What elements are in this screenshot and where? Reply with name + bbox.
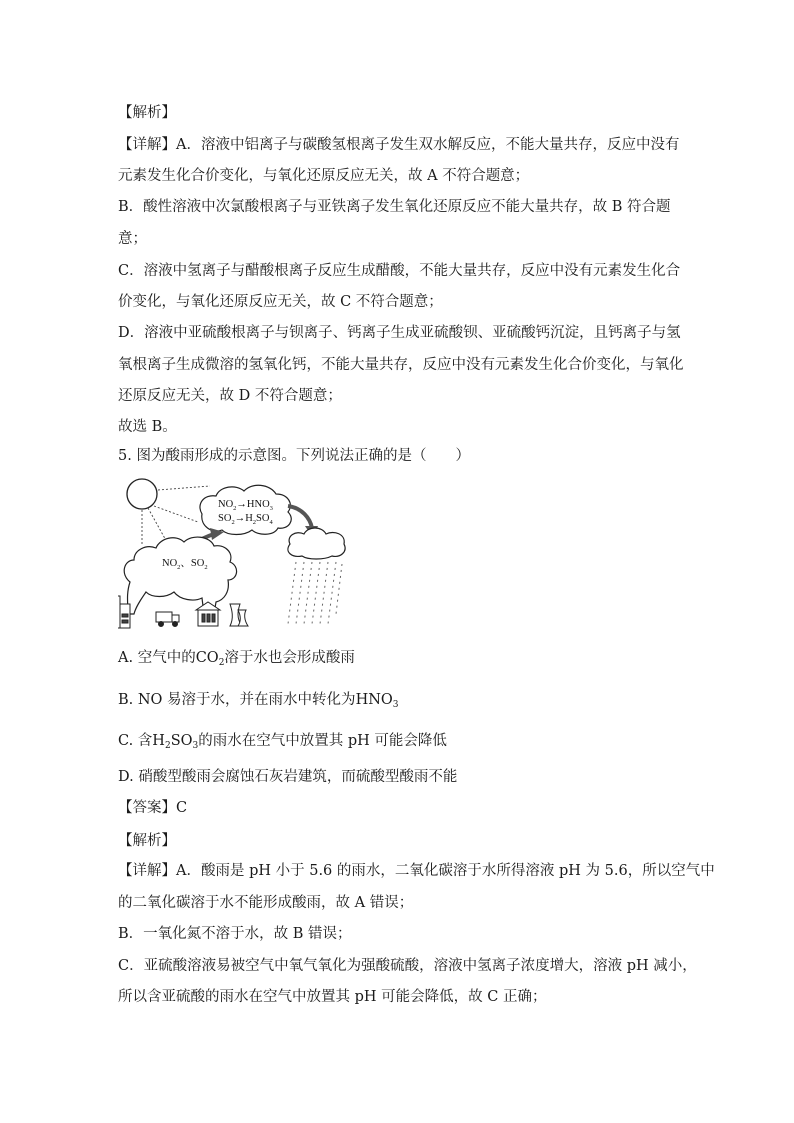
option-c: C. 含$H_2SO_3$的雨水在空气中放置其 pH 可能会降低	[118, 733, 447, 751]
explanation-heading: 【解析】	[118, 833, 176, 849]
sun-icon	[127, 479, 157, 509]
explanation-line: 元素发生化合价变化，与氧化还原反应无关，故 A 不符合题意；	[118, 168, 530, 184]
explanation-conclusion: 故选 B。	[118, 419, 177, 435]
upper-cloud-text-1: $NO_2\to HNO_3$	[218, 499, 273, 512]
explanation-line: 【详解】A．溶液中铝离子与碳酸氢根离子发生双水解反应，不能大量共存，反应中没有	[118, 137, 680, 153]
explanation-line: B．一氧化氮不溶于水，故 B 错误；	[118, 926, 352, 942]
truck-icon	[156, 612, 179, 627]
answer: 【答案】C	[118, 800, 188, 816]
upper-cloud-text-2: $SO_2\to H_2SO_4$	[218, 513, 273, 526]
acid-rain-diagram	[118, 474, 358, 634]
house-icon	[196, 602, 220, 626]
explanation-line: C．溶液中氢离子与醋酸根离子反应生成醋酸，不能大量共存，反应中没有元素发生化合	[118, 263, 681, 279]
explanation-line: 还原反应无关，故 D 不符合题意；	[118, 388, 342, 404]
question-stem: 5. 图为酸雨形成的示意图。下列说法正确的是（ ）	[118, 448, 470, 464]
smoke-cloud-text: $NO_2$、$SO_2$	[162, 558, 208, 571]
explanation-line: 意；	[118, 231, 147, 247]
smoke-cloud	[124, 537, 236, 618]
option-d: D. 硝酸型酸雨会腐蚀石灰岩建筑，而硫酸型酸雨不能	[118, 769, 458, 785]
explanation-line: D．溶液中亚硫酸根离子与钡离子、钙离子生成亚硫酸钡、亚硫酸钙沉淀，且钙离子与氢	[118, 325, 681, 341]
rain-cloud	[288, 528, 345, 559]
explanation-line: 价变化，与氧化还原反应无关，故 C 不符合题意；	[118, 294, 443, 310]
option-a: A. 空气中的$CO_2$溶于水也会形成酸雨	[118, 650, 355, 668]
explanation-line: 氧根离子生成微溶的氢氧化钙，不能大量共存，反应中没有元素发生化合价变化，与氧化	[118, 357, 684, 373]
option-b: B. NO 易溶于水，并在雨水中转化为$HNO_3$	[118, 692, 399, 710]
explanation-heading: 【解析】	[118, 105, 176, 121]
explanation-line: 的二氧化碳溶于水不能形成酸雨，故 A 错误；	[118, 895, 414, 911]
explanation-line: B．酸性溶液中次氯酸根离子与亚铁离子发生氧化还原反应不能大量共存，故 B 符合题	[118, 199, 671, 215]
rain-drops	[288, 562, 342, 624]
explanation-line: 所以含亚硫酸的雨水在空气中放置其 pH 可能会降低，故 C 正确；	[118, 989, 547, 1005]
cooling-towers-icon	[230, 604, 248, 626]
explanation-line: 【详解】A．酸雨是 pH 小于 5.6 的雨水，二氧化碳溶于水所得溶液 pH 为 5.6，所以空气中	[118, 863, 715, 879]
explanation-line: C．亚硫酸溶液易被空气中氧气氧化为强酸硫酸，溶液中氢离子浓度增大，溶液 pH 减小，	[118, 958, 697, 974]
